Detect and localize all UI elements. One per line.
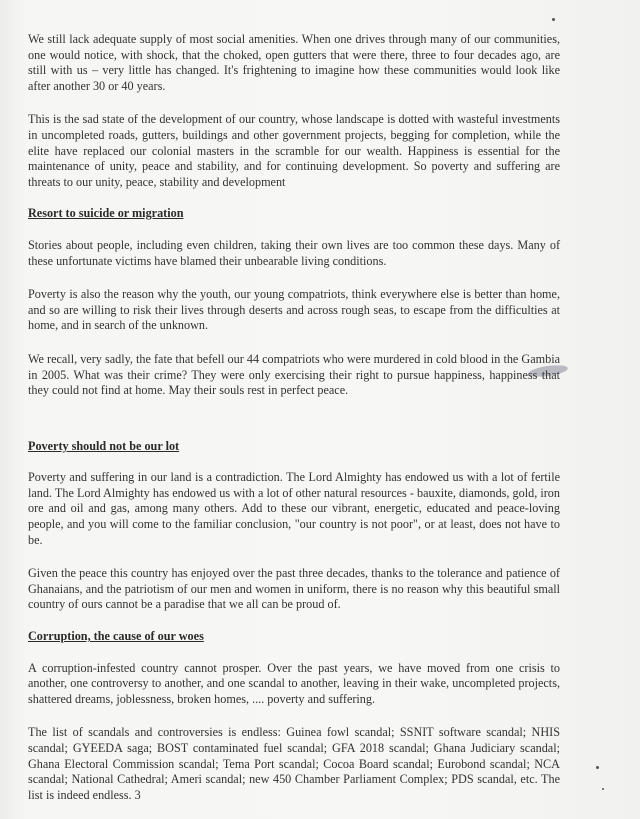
intro-paragraph-2: This is the sad state of the development of our country, whose landscape is dotted with wasteful investments in uncompleted roads, gutters, buildings and other government projects, begging for completion, while the elite have replaced our colonial masters in the scramble for our wealth. Happiness is essential for the maintenance of unity, peace and stability, and for continuing development. So poverty and suffering are threats to our unity, peace, stability and development xyxy=(28,112,560,189)
intro-paragraph-1: We still lack adequate supply of most social amenities. When one drives through many of our communities, one would notice, with shock, that the choked, open gutters that were there, three to four decades ago, are still with us – very little has changed. It's frightening to imagine how these communities would look like after another 30 or 40 years. xyxy=(28,32,560,93)
suicide-paragraph-1: Stories about people, including even children, taking their own lives are too common these days. Many of these unfortunate victims have blamed their unbearable living conditions. xyxy=(28,237,560,268)
corruption-paragraph-2: The list of scandals and controversies is endless: Guinea fowl scandal; SSNIT software scandal; NHIS scandal; GYEEDA saga; BOST contaminated fuel scandal; GFA 2018 scandal; Ghana Judiciary scandal; Ghana Electoral Commission scandal; Tema Port scandal; Cocoa Board scandal; Eurobond scandal; NCA scandal; National Cathedral; Ameri scandal; new 450 Chamber Parliament Complex; PDS scandal, etc. The list is indeed endless. 3 xyxy=(28,725,560,802)
suicide-paragraph-2: Poverty is also the reason why the youth, our young compatriots, think everywhere else is better than home, and so are willing to risk their lives through deserts and across rough seas, to escape from the difficulties at home, and in search of the unknown. xyxy=(28,287,560,333)
speck-mark xyxy=(552,18,555,21)
corruption-paragraph-1: A corruption-infested country cannot prosper. Over the past years, we have moved from one crisis to another, one controversy to another, and one scandal to another, leaving in their wake, uncompleted projects, shattered dreams, joblessness, broken homes, .... poverty and suffering. xyxy=(28,660,560,706)
section-heading-corruption: Corruption, the cause of our woes xyxy=(28,629,204,644)
section-heading-suicide: Resort to suicide or migration xyxy=(28,206,184,221)
suicide-paragraph-3: We recall, very sadly, the fate that befell our 44 compatriots who were murdered in cold blood in the Gambia in 2005. What was their crime? They were only exercising their right to pursue happiness, happiness that they could not find at home. May their souls rest in perfect peace. xyxy=(28,351,560,398)
poverty-paragraph-1: Poverty and suffering in our land is a contradiction. The Lord Almighty has endowed us with a lot of fertile land. The Lord Almighty has endowed us with a lot of other natural resources - bauxite, diamonds, gold, iron ore and oil and gas, among many others. Add to these our vibrant, energetic, educated and peace-loving people, and you will come to the familiar conclusion, "our country is not poor", or at least, does not have to be. xyxy=(28,470,560,547)
poverty-paragraph-2: Given the peace this country has enjoyed over the past three decades, thanks to the tolerance and patience of Ghanaians, and the patriotism of our men and women in uniform, there is no reason why this beautiful small country of ours cannot be a paradise that we all can be proud of. xyxy=(28,566,560,612)
speck-mark xyxy=(596,766,599,769)
document-body xyxy=(28,32,560,803)
speck-mark xyxy=(602,788,604,790)
section-heading-poverty: Poverty should not be our lot xyxy=(28,438,180,453)
